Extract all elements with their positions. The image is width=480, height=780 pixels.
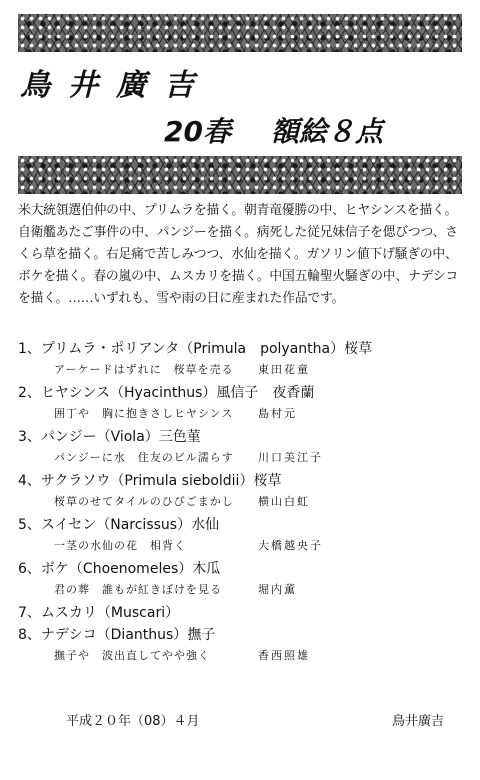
item-number: 7、 [18,605,41,621]
latin-name: （Muscari） [96,605,180,621]
flower-title [18,338,468,360]
haiku-poet: 香西照雄 [258,649,310,662]
item-number: 8、 [18,627,41,643]
item-number: 3、 [18,429,41,445]
decorative-pattern-band-top [18,14,462,52]
japanese-name: 三色菫 [158,429,201,445]
haiku-poet: 横山白虹 [258,495,310,508]
japanese-name: 水仙 [191,517,220,533]
haiku-verse: 一茎の水仙の花 相背く [54,539,186,552]
intro-line: 米大統領選伯仲の中、プリムラを描く。朝青竜優勝の中、ヒヤシンスを描く。 [18,203,458,218]
item-number: 4、 [18,473,41,489]
footer-author: 鳥井廣吉 [392,714,445,729]
haiku-poet: 島村元 [258,407,297,420]
flower-name: ナデシコ [40,627,97,643]
haiku-poet: 堀内薫 [258,583,297,596]
flower-title [18,514,468,536]
latin-name: （Dianthus） [96,627,188,643]
list-item [18,514,468,558]
list-item [18,602,468,624]
flower-name: サクラソウ [40,473,111,489]
japanese-name: 桜草 [344,341,373,357]
list-item [18,382,468,426]
list-item [18,624,468,668]
flower-name: ボケ [40,561,69,577]
flower-title [18,558,468,580]
latin-name: （Viola） [96,429,159,445]
list-item [18,470,468,514]
haiku-verse: アーケードはずれに 桜草を売る [54,363,234,376]
flower-name: ヒヤシンス [40,385,111,401]
latin-name: （Choenomeles） [68,561,193,577]
latin-name: （Narcissus） [96,517,192,533]
haiku-verse: 桜草のせてタイルのひびごまかし [54,495,234,508]
haiku-verse: 囲丁や 胸に抱きさしヒヤシンス [54,407,234,420]
intro-line: 自衛艦あたご事件の中、パンジーを描く。病死した従兄妹信子を偲びつつ、さ [18,225,458,240]
work-label: 額絵８点 [270,115,383,148]
flower-name: プリムラ・ポリアンタ [40,341,180,357]
haiku-verse: 撫子や 波出直してやや強く [54,649,210,662]
season-label: 20春 [164,115,231,148]
haiku-poet: 東田花童 [258,363,310,376]
flower-list [18,338,468,668]
haiku-line [18,536,468,556]
flower-name: ムスカリ [40,605,97,621]
flower-title [18,624,468,646]
japanese-name: 撫子 [187,627,216,643]
item-number: 5、 [18,517,41,533]
haiku-verse: パンジーに水 住友のビル濡らす [54,451,234,464]
flower-title [18,470,468,492]
haiku-line [18,646,468,666]
flower-name: パンジー [40,429,97,445]
intro-line: を描く。……いずれも、雪や雨の日に産まれた作品です。 [18,291,345,306]
item-number: 1、 [18,341,41,357]
flower-title [18,602,468,624]
latin-name: （Hyacinthus） [110,385,217,401]
haiku-line [18,580,468,600]
haiku-poet: 川口美江子 [258,451,323,464]
haiku-verse: 君の葬 誰もが紅きぼけを見る [54,583,222,596]
list-item [18,426,468,470]
footer-date: 平成２０年（08）４月 [66,714,200,729]
haiku-line [18,360,468,380]
decorative-pattern-band-middle [18,156,462,194]
subtitle [164,110,383,150]
latin-name: （Primula sieboldii） [110,473,254,489]
haiku-line [18,404,468,424]
flower-title [18,382,468,404]
japanese-name: 桜草 [253,473,282,489]
list-item [18,338,468,382]
flower-title [18,426,468,448]
item-number: 6、 [18,561,41,577]
flower-name: スイセン [40,517,97,533]
haiku-poet: 大橋越央子 [258,539,323,552]
japanese-name: 風信子 夜香蘭 [216,385,315,401]
item-number: 2、 [18,385,41,401]
latin-name: （Primula polyantha） [179,341,345,357]
japanese-name: 木瓜 [192,561,221,577]
author-title: 鳥井廣吉 [20,68,212,103]
intro-line: くら草を描く。右足痛で苦しみつつ、水仙を描く。ガソリン値下げ騒ぎの中、 [18,247,458,262]
haiku-line [18,492,468,512]
list-item [18,558,468,602]
intro-line: ボケを描く。春の嵐の中、ムスカリを描く。中国五輪聖火騒ぎの中、ナデシコ [18,269,459,284]
haiku-line [18,448,468,468]
intro-paragraph [18,200,470,310]
